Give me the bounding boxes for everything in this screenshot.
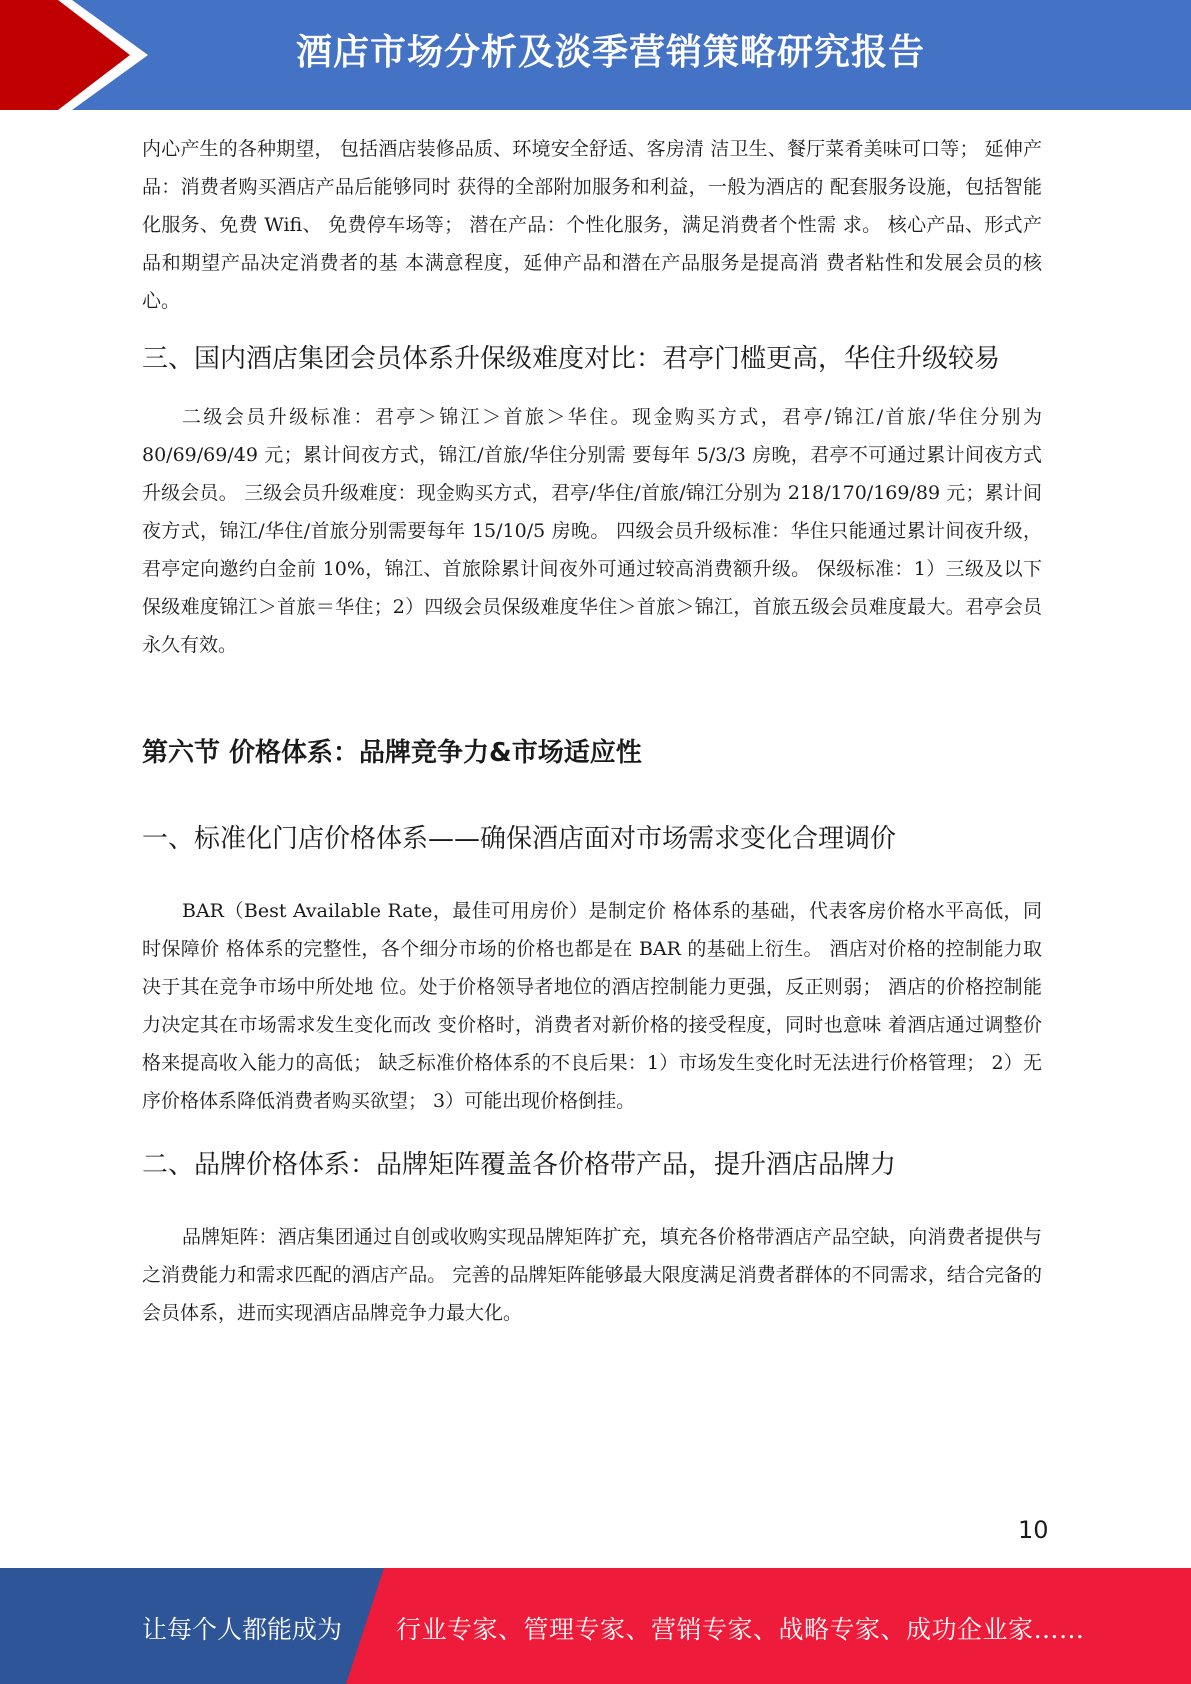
subheading: 二、品牌价格体系：品牌矩阵覆盖各价格带产品，提升酒店品牌力 [142,1150,897,1180]
subheading: 三、国内酒店集团会员体系升保级难度对比：君亭门槛更高，华住升级较易 [142,344,1001,374]
page-footer [0,1568,1191,1684]
subheading: 一、标准化门店价格体系——确保酒店面对市场需求变化合理调价 [142,824,897,854]
body-paragraph: 品牌矩阵：酒店集团通过自创或收购实现品牌矩阵扩充，填充各价格带酒店产品空缺，向消费者提供与之消费能力和需求匹配的酒店产品。 完善的品牌矩阵能够最大限度满足消费者群体的不同需求，结合完备的会员体系，进而实现酒店品牌竞争力最大化。 [142,1226,1042,1324]
footer-slogan-right: 行业专家、管理专家、营销专家、战略专家、成功企业家…… [396,1615,1085,1644]
header-title: 酒店市场分析及淡季营销策略研究报告 [296,32,926,73]
body-paragraph: BAR（Best Available Rate，最佳可用房价）是制定价 格体系的基础，代表客房价格水平高低，同时保障价 格体系的完整性，各个细分市场的价格也都是在 BAR 的基础上衍生。 酒店对价格的控制能力取决于其在竞争市场中所处地 位。处于价格领导者地位的酒店控制能力更强，反正则弱； 酒店的价格控制能力决定其在市场需求发生变化而改 变价格时，消费者对新价格的接受程度，同时也意味 着酒店通过调整价格来提高收入能力的高低； 缺乏标准价格体系的不良后果：1）市场发生变化时无法进行价格管理； 2）无序价格体系降低消费者购买欲望； 3）可能出现价格倒挂。 [142,900,1042,1112]
page-number: 10 [1018,1516,1049,1544]
footer-slogan-left: 让每个人都能成为 [142,1615,343,1644]
section-title: 第六节 价格体系：品牌竞争力&市场适应性 [142,738,642,768]
body-paragraph: 二级会员升级标准：君亭＞锦江＞首旅＞华住。现金购买方式，君亭/锦江/首旅/华住分别为 80/69/69/49 元；累计间夜方式，锦江/首旅/华住分别需 要每年 5/3/3 房晚，君亭不可通过累计间夜方式升级会员。 三级会员升级难度：现金购买方式，君亭/华住/首旅/锦江分别为 218/170/169/89 元；累计间夜方式，锦江/华住/首旅分别需要每年 15/10/5 房晚。 四级会员升级标准：华住只能通过累计间夜升级，君亭定向邀约白金前 10%，锦江、首旅除累计间夜外可通过较高消费额升级。 保级标准：1）三级及以下保级难度锦江＞首旅＝华住；2）四级会员保级难度华住＞首旅＞锦江，首旅五级会员难度最大。君亭会员永久有效。 [142,406,1042,656]
page-content [142,130,1042,1332]
body-paragraph: 内心产生的各种期望， 包括酒店装修品质、环境安全舒适、客房清 洁卫生、餐厅菜肴美味可口等； 延伸产品：消费者购买酒店产品后能够同时 获得的全部附加服务和利益，一般为酒店的 配套服务设施，包括智能化服务、免费 Wifi、 免费停车场等； 潜在产品：个性化服务，满足消费者个性需 求。 核心产品、形式产品和期望产品决定消费者的基 本满意程度，延伸产品和潜在产品服务是提高消 费者粘性和发展会员的核心。 [142,138,1042,312]
page-header [0,0,1191,110]
